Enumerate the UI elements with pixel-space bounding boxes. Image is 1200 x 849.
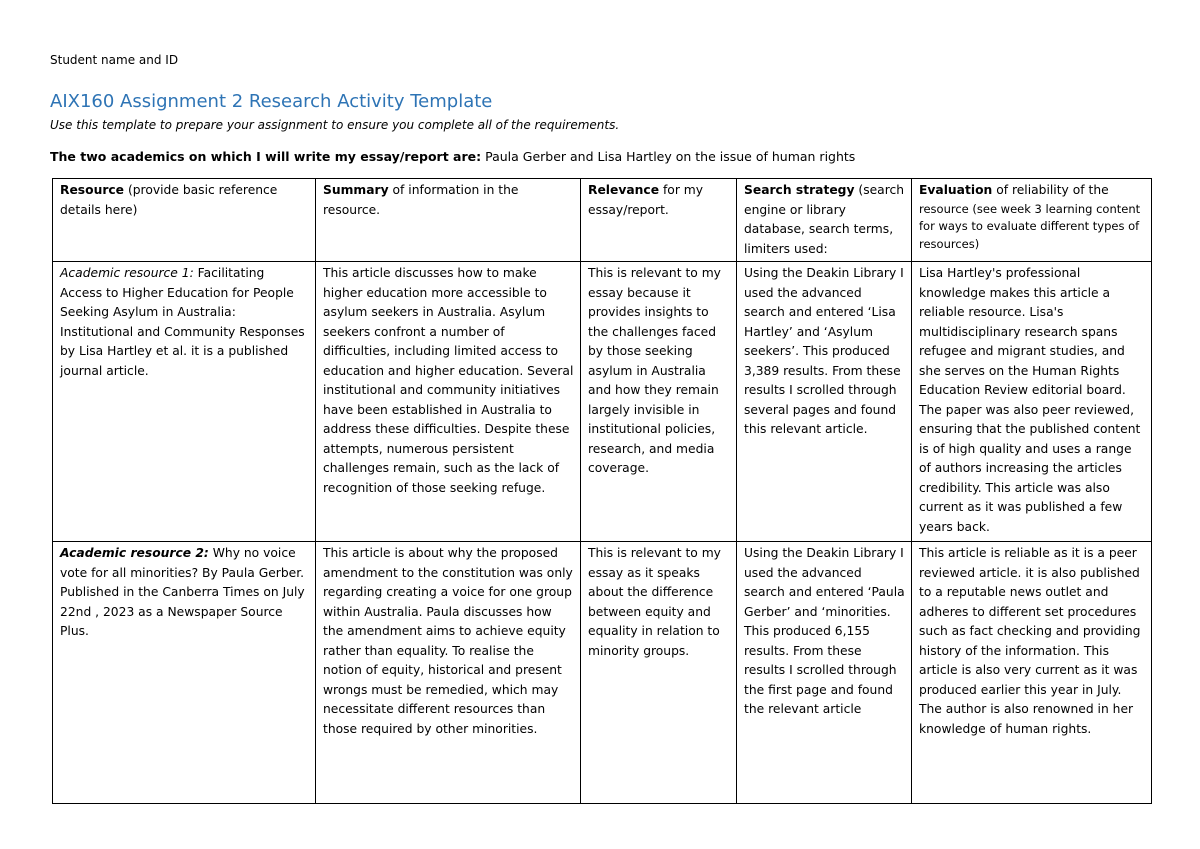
academics-lead: The two academics on which I will write my essay/report are: [50,149,482,164]
evaluation-cell: Lisa Hartley's professional knowledge makes this article a reliable resource. Lisa's multidisciplinary research spans refugee and migrant studies, and she serves on the Human Rights Education Review editorial board. The paper was also peer reviewed, ensuring that the published content is of high quality and uses a range of authors increasing the articles credibility. This article was also current as it was published a few years back. [912,262,1152,542]
summary-cell: This article discusses how to make higher education more accessible to asylum seekers in Australia. Asylum seekers confront a number of difficulties, including limited access to education and higher education. Several institutional and community initiatives have been established in Australia to address these difficulties. Despite these attempts, numerous persistent challenges remain, such as the lack of recognition of those seeking refuge. [316,262,581,542]
resource-text: Why no voice vote for all minorities? By Paula Gerber. Published in the Canberra Times on July 22nd , 2023 as a Newspaper Source Plus. [60,546,305,638]
header-search-bold: Search strategy [744,183,855,197]
academics-statement [50,149,855,164]
relevance-cell: This is relevant to my essay because it provides insights to the challenges faced by those seeking asylum in Australia and how they remain largely invisible in institutional policies, research, and media coverage. [581,262,737,542]
header-summary-rest: of information in the resource. [323,183,519,217]
student-name-id-label: Student name and ID [50,53,179,67]
relevance-cell: This is relevant to my essay as it speaks about the difference between equity and equality in relation to minority groups. [581,542,737,804]
evaluation-cell: This article is reliable as it is a peer reviewed article. it is also published to a reputable news outlet and adheres to different set procedures such as fact checking and providing history of the information. This article is also very current as it was produced earlier this year in July. The author is also renowned in her knowledge of human rights. [912,542,1152,804]
table-row [53,542,1152,804]
header-resource-bold: Resource [60,183,125,197]
resource-label: Academic resource 2: [60,546,209,560]
resource-cell [53,542,316,804]
header-evaluation-rest: of reliability of the [992,183,1109,197]
resource-label: Academic resource 1: [60,266,194,280]
academics-value: Paula Gerber and Lisa Hartley on the issue of human rights [481,149,856,164]
header-search-rest: (search engine or library database, search terms, limiters used: [744,183,905,256]
table-header-row [53,179,1152,262]
research-activity-table [52,178,1152,804]
header-relevance [581,179,737,262]
search-strategy-cell: Using the Deakin Library I used the advanced search and entered ‘Paula Gerber’ and ‘minorities. This produced 6,155 results. From these results I scrolled through the first page and found the relevant article [737,542,912,804]
header-search-strategy [737,179,912,262]
header-resource-rest: (provide basic reference details here) [60,183,278,217]
header-summary [316,179,581,262]
header-relevance-rest: for my essay/report. [588,183,704,217]
page-title: AIX160 Assignment 2 Research Activity Template [50,91,493,112]
resource-text: Facilitating Access to Higher Education for People Seeking Asylum in Australia: Institutional and Community Responses by Lisa Hartley et al. it is a published journal article. [60,266,305,378]
header-summary-bold: Summary [323,183,389,197]
header-relevance-bold: Relevance [588,183,660,197]
resource-cell [53,262,316,542]
summary-cell: This article is about why the proposed amendment to the constitution was only regarding creating a voice for one group within Australia. Paula discusses how the amendment aims to achieve equity rather than equality. To realise the notion of equity, historical and present wrongs must be remedied, which may necessitate different resources than those required by other minorities. [316,542,581,804]
search-strategy-cell: Using the Deakin Library I used the advanced search and entered ‘Lisa Hartley’ and ‘Asylum seekers’. This produced 3,389 results. From these results I scrolled through several pages and found this relevant article. [737,262,912,542]
header-resource [53,179,316,262]
header-evaluation [912,179,1152,262]
template-instruction: Use this template to prepare your assignment to ensure you complete all of the requirements. [50,118,620,132]
header-evaluation-bold: Evaluation [919,183,993,197]
table-row [53,262,1152,542]
header-evaluation-note: resource (see week 3 learning content for ways to evaluate different types of resources) [919,201,1141,251]
